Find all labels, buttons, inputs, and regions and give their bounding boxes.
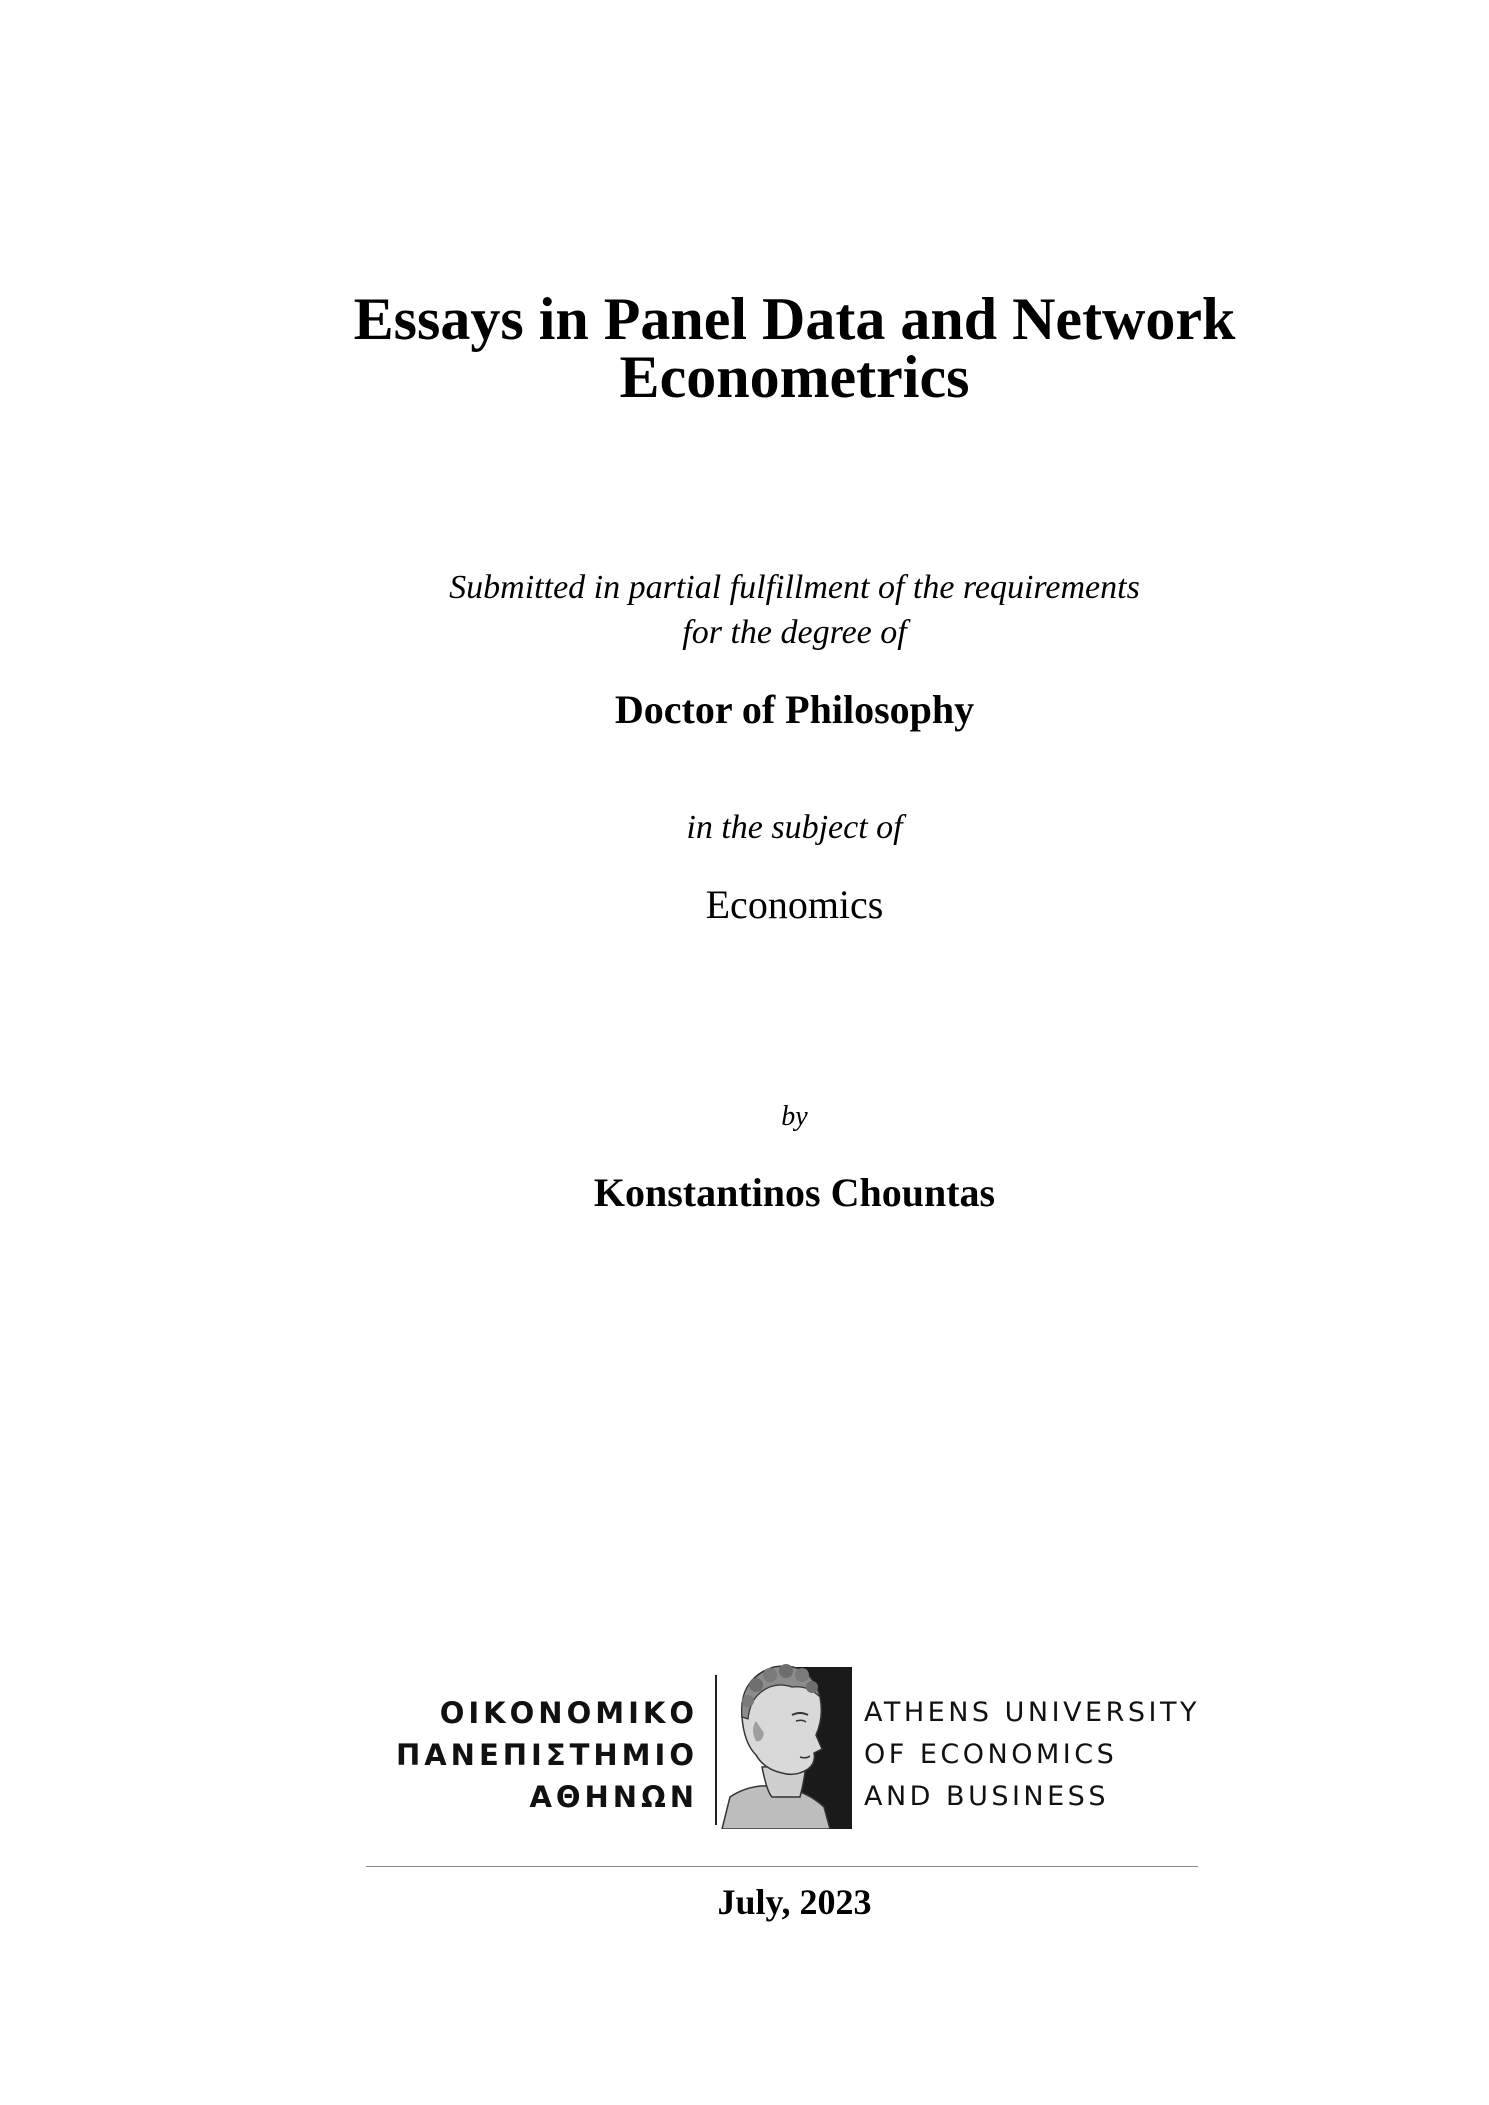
logo-english-line-3: AND BUSINESS [864, 1781, 1109, 1812]
logo-greek-line-1: ΟΙΚΟΝΟΜΙΚΟ [439, 1696, 698, 1730]
university-logo-english-text [864, 1692, 1224, 1818]
submission-statement [60, 565, 1489, 655]
logo-english-line-1: ATHENS UNIVERSITY [864, 1697, 1200, 1728]
logo-greek-line-2: ΠΑΝΕΠΙΣΤΗΜΙΟ [395, 1738, 698, 1772]
submission-line-2: for the degree of [682, 614, 907, 651]
university-logo-bust-icon [712, 1657, 852, 1829]
thesis-title [60, 286, 1489, 410]
divider-line [366, 1866, 1198, 1867]
subject-name: Economics [705, 882, 884, 927]
subject-intro: in the subject of [686, 809, 903, 846]
logo-english-line-2: OF ECONOMICS [864, 1739, 1118, 1770]
author-name: Konstantinos Chountas [593, 1170, 996, 1215]
submission-line-1: Submitted in partial fulfillment of the requirements [449, 569, 1140, 606]
degree-name: Doctor of Philosophy [614, 687, 975, 732]
submission-date: July, 2023 [717, 1882, 872, 1922]
by-label: by [781, 1101, 808, 1132]
logo-greek-line-3: ΑΘΗΝΩΝ [529, 1780, 698, 1814]
thesis-title-line-1: Essays in Panel Data and Network [353, 286, 1236, 352]
university-logo-greek-text [380, 1692, 698, 1818]
thesis-title-line-2: Econometrics [619, 344, 970, 410]
